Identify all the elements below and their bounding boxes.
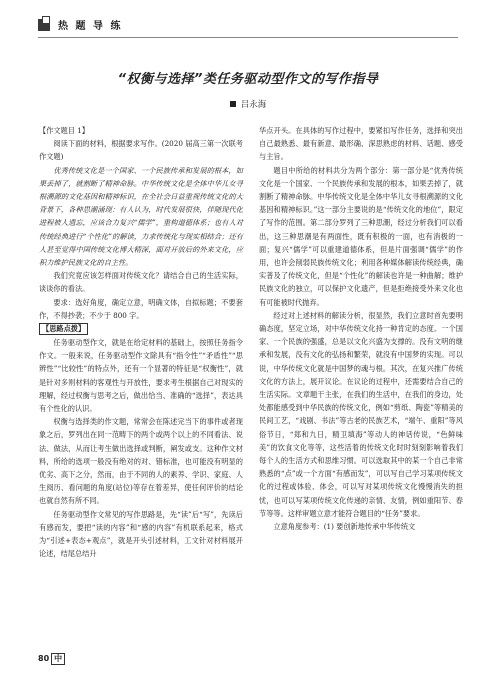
paragraph: 要求：选好角度，确定立意，明确文体，自拟标题；不要套作，不得抄袭；不少于 800 字。 <box>39 297 243 320</box>
author-square-icon <box>230 101 236 107</box>
header-square-icon <box>42 16 50 24</box>
page-number: 80 <box>38 654 50 663</box>
left-column <box>39 124 243 561</box>
paragraph: 优秀传统文化是一个国家、一个民族传承和发展的根本，如果丢掉了，就割断了精神命脉。中华传统文化是全体中华儿女寻根溯源的文化基因和精神标识，在全社会日益重视传统文化的大背景下，各种思潮涌现：有人认为，时代发展很快，伴随现代化进程被人遗忘，应该合力复兴“儒学”，重构道德体系；也有人对传统经典进行“个性化”的解读，力求传统化与现实相结合；还有人甚至觉得中国传统文化博大精深，面对开放后的外来文化，应积力维护民族文化的自主性。 <box>39 165 243 268</box>
paragraph: 权衡与选择类的作文题，常常会在陈述完当下的事件或者现象之后，罗列出在同一范畴下的两个或两个以上的不同看法、说法、做法，从而让考生做出选择或判断，阐发或支。这种作文材料，所给的选项一般没有绝对的对、错标准，也可能没有明显的优劣、高下之分，然而，由于不同的人的素养、学识、家庭、人生阅历、看问题的角度(站位)等存在着差异，使任何评价的结论也就自然有所不同。 <box>39 417 243 506</box>
header-divider <box>38 37 458 38</box>
article-title: “权衡与选择”类任务驱动型作文的写作指导 <box>117 72 379 87</box>
paragraph: 经过对上述材料的解读分析，很显然，我们立意时首先要明确态度，坚定立场，对中华传统文化持一种肯定的态度。一个国家、一个民族的强盛，总是以文化兴盛为支撑的。没有文明的继承和发展，没有文化的弘扬和繁荣，就没有中国梦的实现。可以说，中华传统文化就是中国梦的魂与根。其次，在复兴推广传统文化的方法上，展开议论。在议论的过程中，还需要结合自己的生活实际。文章题干主张，在我们的生活中，在我们的身边，处处都能感受到中华民族的传统文化，例如“剪纸、陶瓷”等精美的民间工艺，“戏剧、书法”等古老的民族艺术，“端午、重阳”等风俗节日，“郑和九日，精卫填海”等动人的神话传说，“色鲜味美”的饮食文化等等，这些活着的传统文化时时刻刻影响着我们每个人的生活方式和思维习惯。可以选取其中的某一个自己非常熟悉的“点”或一个方面“有感而发”，可以写自己学习某项传统文化的过程或体验、体会，可以写对某项传统文化慢慢消失的担忧，也可以写某项传统文化传递的亲情、友情，例如重阳节、春节等等。这样审题立意才能符合题目的“任务”要求。 <box>259 310 463 518</box>
right-column <box>259 124 463 533</box>
question-heading: 【作文题目 1】 <box>39 126 89 135</box>
section-label: 热 题 导 练 <box>58 21 123 32</box>
tag-paragraph <box>39 322 243 336</box>
page-footer <box>38 653 65 665</box>
paragraph: 任务驱动型作文常见的写作思路是，先“读”后“写”，先读后有感而发，要把“读的内容”和“感的内容”有机联系起来，格式为“引述+表态+观点”，就是开头引述材料，工文针对材料展开论述，结尾总结升 <box>39 509 243 559</box>
paragraph: 我们究竟应该怎样面对传统文化？请结合自己的生活实际，谈谈你的看法。 <box>39 271 243 294</box>
paragraph: 阅读下面的材料，根据要求写作。(2020 届高三第一次联考作文题) <box>39 139 243 162</box>
author-line <box>0 98 496 110</box>
paragraph: 题目中所给的材料共分为两个部分：第一部分是“优秀传统文化是一个国家、一个民族传承和发展的根本，如果丢掉了，就割断了精神命脉。中华传统文化是全体中华儿女寻根溯源的文化基因和精神标识。”这一部分主要说的是“传统文化的地位”，限定了写作的范围。第二部分罗列了三种思潮，经过分析我们可以看出，这三种思潮是有两面性，既有积极的一面，也有消极的一面；复兴“儒学”可以重建道德体系，但是片面强调“儒学”的作用，也许会削弱民族传统文化；利用各种媒体解读传统经典，确实普及了传统文化，但是“个性化”的解读也许是一种曲解；维护民族文化的独立，可以保护文化遗产，但是拒绝接受外来文化也有可能被时代抛弃。 <box>259 165 463 307</box>
paragraph: 立意角度参考：(1) 要创新地传承中华传统文 <box>273 522 416 532</box>
section-tag: 【思路点拨】 <box>39 323 88 335</box>
paragraph: 任务驱动型作文，就是在给定材料的基础上，按照任务指令作文。一般来说，任务驱动型作文除具有“指令性”“矛盾性”“思辨性”“比较性”的特点外，还有一个显著的特征是“权衡性”，就是针对多则材料的客观性与开放性，要求考生根据自己对现实的理解，经过权衡与思考之后，做出恰当、准确的“选择”，表达具有个性化的认识。 <box>39 338 243 414</box>
paragraph: 华点开头。在具体的写作过程中，要紧扣写作任务，选择和突出自己最熟悉、最有新意、最形确、深思熟虑的材料、话题、感受与主旨。 <box>259 126 463 162</box>
footer-badge: 中 <box>51 653 65 665</box>
author-name: 吕永海 <box>240 100 267 110</box>
